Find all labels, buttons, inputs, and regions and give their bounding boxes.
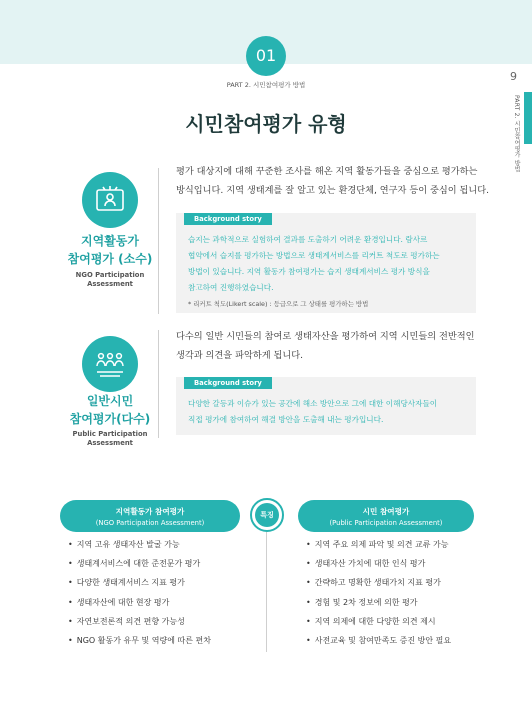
public-background-story bbox=[176, 377, 476, 435]
page-number: 9 bbox=[510, 70, 517, 83]
ngo-background-story bbox=[176, 213, 476, 313]
type-label-public-line1: 일반시민 bbox=[86, 394, 134, 408]
ngo-story-line3: 방법이 있습니다. 지역 활동가 참여평가는 습지 생태계서비스 평가 방식을 bbox=[188, 267, 430, 276]
list-item: • NGO 활동가 유무 및 역량에 따른 편차 bbox=[68, 631, 211, 650]
type-label-ngo-line1: 지역활동가 bbox=[81, 234, 139, 248]
feature-badge bbox=[250, 498, 284, 532]
citizens-group-icon bbox=[82, 336, 138, 392]
section-number-badge: 01 bbox=[246, 36, 286, 76]
public-description-line2: 생각과 의견을 파악하게 됩니다. bbox=[176, 350, 304, 361]
background-story-tag: Background story bbox=[184, 377, 272, 389]
list-item: • 자연보전론적 의견 편향 가능성 bbox=[68, 612, 211, 631]
list-item: • 사전교육 및 참여만족도 증진 방안 필요 bbox=[306, 631, 451, 650]
list-item: • 경험 및 2차 정보에 의한 평가 bbox=[306, 593, 451, 612]
public-feature-header bbox=[298, 500, 474, 532]
type-label-public-line2: 참여평가(다수) bbox=[69, 412, 151, 426]
ngo-description-line1: 평가 대상지에 대해 꾸준한 조사를 해온 지역 활동가들을 중심으로 평가하는 bbox=[176, 166, 478, 177]
list-item: • 생태계서비스에 대한 준전문가 평가 bbox=[68, 554, 211, 573]
list-item: • 지역 고유 생태자산 발굴 가능 bbox=[68, 535, 211, 554]
list-item: • 지역 의제에 대한 다양한 의견 제시 bbox=[306, 612, 451, 631]
ngo-feature-header bbox=[60, 500, 240, 532]
list-item: • 지역 주요 의제 파악 및 의견 교류 가능 bbox=[306, 535, 451, 554]
ngo-story-line2: 협약에서 습지를 평가하는 방법으로 생태계서비스를 리커트 척도로 평가하는 bbox=[188, 251, 440, 260]
public-description-line1: 다수의 일반 시민들의 참여로 생태자산을 평가하여 지역 시민들의 전반적인 bbox=[176, 331, 475, 342]
type-label-ngo-en-line2: Assessment bbox=[87, 280, 133, 288]
side-tab-text: PART 2. 시민참여평가 방법 bbox=[513, 95, 520, 173]
divider-line-ngo bbox=[158, 168, 159, 314]
page-title: 시민참여평가 유형 bbox=[185, 112, 347, 136]
background-story-tag: Background story bbox=[184, 213, 272, 225]
type-label-public-en-line2: Assessment bbox=[87, 439, 133, 447]
public-feature-title: 시민 참여평가 bbox=[362, 507, 410, 516]
public-story-line2: 직접 평가에 참여하여 해결 방안을 도출해 내는 평가입니다. bbox=[188, 415, 384, 424]
ngo-feature-title: 지역활동가 참여평가 bbox=[115, 507, 185, 516]
ngo-story-line1: 습지는 과학적으로 실험하여 결과를 도출하기 어려운 환경입니다. 람사르 bbox=[188, 235, 428, 244]
comparison-divider bbox=[266, 532, 267, 652]
list-item: • 생태자산 가치에 대한 인식 평가 bbox=[306, 554, 451, 573]
type-label-public-en-line1: Public Participation bbox=[72, 430, 148, 438]
divider-line-public bbox=[158, 330, 159, 438]
type-label-ngo-en-line1: NGO Participation bbox=[75, 271, 145, 279]
list-item: • 생태자산에 대한 현장 평가 bbox=[68, 593, 211, 612]
public-feature-list bbox=[306, 535, 451, 650]
likert-note: * 리커트 척도(Likert scale) : 등급으로 그 상태를 평가하는 방법 bbox=[188, 300, 369, 308]
part-label: PART 2. 시민참여평가 방법 bbox=[226, 81, 306, 89]
type-label-ngo-line2: 참여평가 (소수) bbox=[67, 252, 153, 266]
public-feature-subtitle: (Public Participation Assessment) bbox=[329, 519, 443, 527]
feature-badge-label: 특징 bbox=[255, 503, 279, 527]
local-activist-icon bbox=[82, 172, 138, 228]
ngo-feature-subtitle: (NGO Participation Assessment) bbox=[95, 519, 205, 527]
public-story-line1: 다양한 갈등과 이슈가 있는 공간에 해소 방안으로 그에 대한 이해당사자들이 bbox=[188, 399, 438, 408]
ngo-story-line4: 참고하여 진행하였습니다. bbox=[188, 283, 274, 292]
ngo-feature-list bbox=[68, 535, 211, 650]
list-item: • 다양한 생태계서비스 지표 평가 bbox=[68, 573, 211, 592]
list-item: • 간략하고 명확한 생태가치 지표 평가 bbox=[306, 573, 451, 592]
ngo-description-line2: 방식입니다. 지역 생태계를 잘 알고 있는 환경단체, 연구자 등이 중심이 됩니다. bbox=[176, 185, 490, 196]
